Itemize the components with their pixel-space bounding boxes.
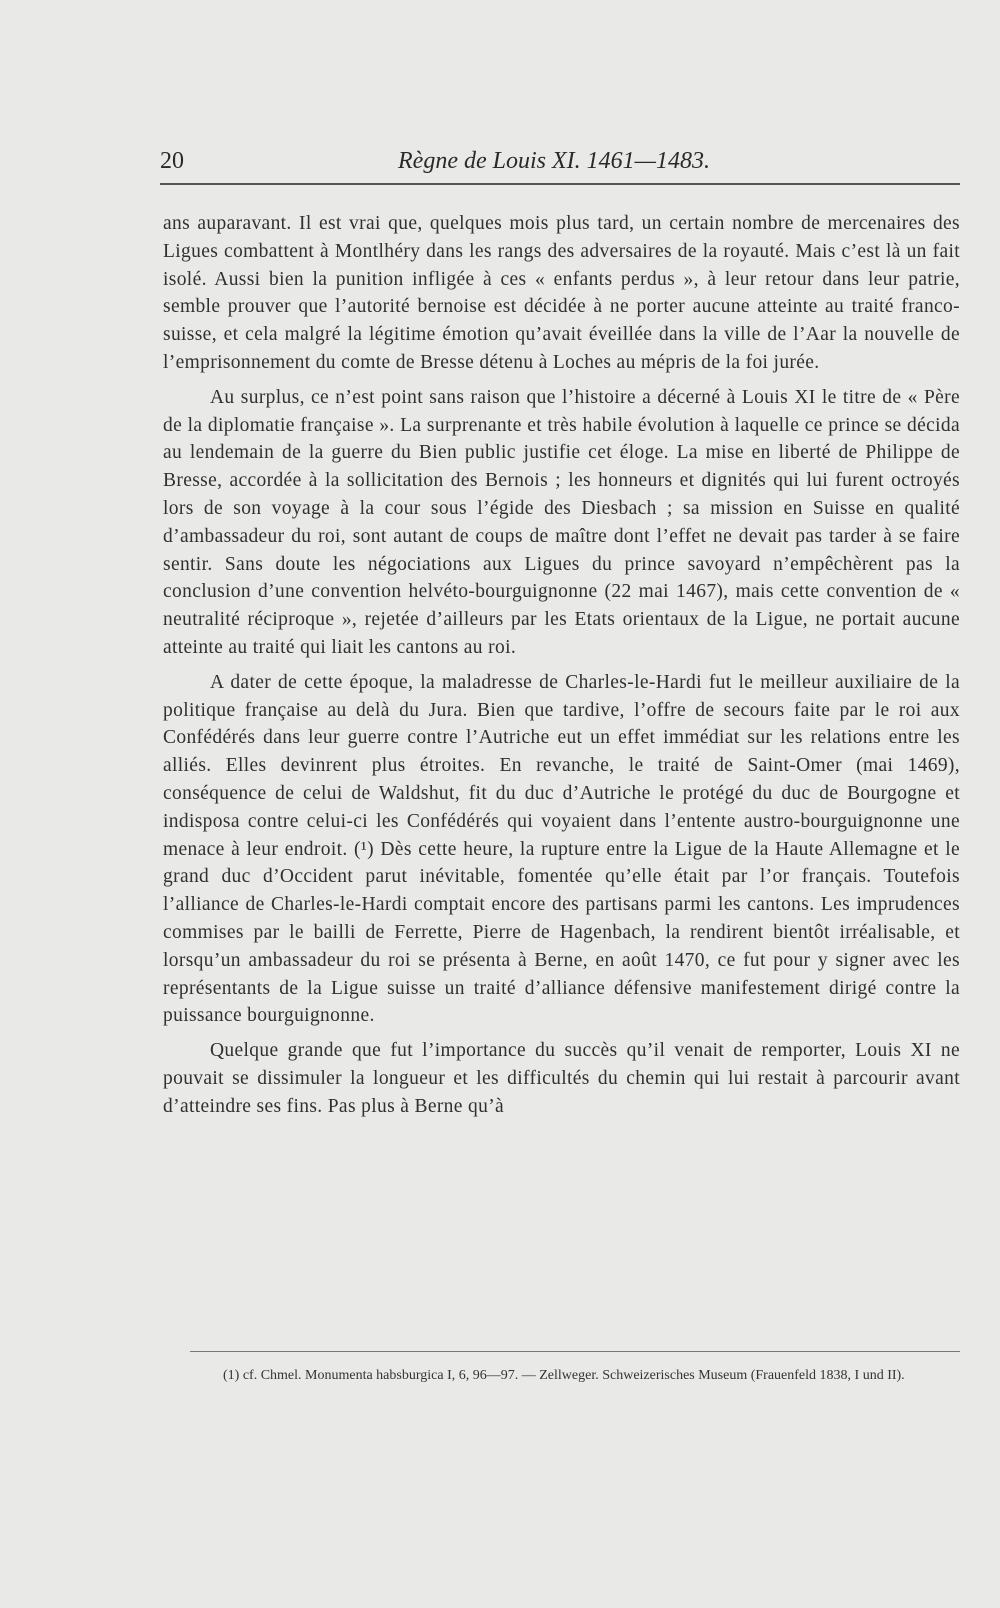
main-text: [163, 210, 960, 1128]
footnote: [163, 1366, 960, 1386]
paragraph: Quelque grande que fut l’importance du succès qu’il venait de remporter, Louis XI ne pouvait se dissimuler la longueur et les difficultés du chemin qui lui restait à parcourir avant d’atteindre ses fins. Pas plus à Berne qu’à: [163, 1040, 960, 1117]
footnote-text: (1) cf. Chmel. Monumenta habsburgica I, 6, 96—97. — Zellweger. Schweizerisches Museum (Frauenfeld 1838, I und II).: [223, 1368, 905, 1383]
paragraph: Au surplus, ce n’est point sans raison que l’histoire a décerné à Louis XI le titre de « Père de la diplomatie française ». La surprenante et très habile évolution à laquelle ce prince se décida au lendemain de la guerre du Bien public justifie cet éloge. La mise en liberté de Philippe de Bresse, accordée à la sollicitation des Bernois ; les honneurs et dignités qui lui furent octroyés lors de son voyage à la cour sous l’égide des Diesbach ; sa mission en Suisse en qualité d’ambassadeur du roi, sont autant de coups de maître dont l’effet ne devait pas tarder à se faire sentir. Sans doute les négociations aux Ligues du prince savoyard n’empêchèrent pas la conclusion d’une convention helvéto-bourguignonne (22 mai 1467), mais cette convention de « neutralité réciproque », rejetée d’ailleurs par les Etats orientaux de la Ligue, ne portait aucune atteinte au traité qui liait les cantons au roi.: [163, 386, 960, 658]
running-title: Règne de Louis XI. 1461—1483.: [398, 148, 710, 174]
paragraph: A dater de cette époque, la maladresse de Charles-le-Hardi fut le meilleur auxiliaire de la politique française au delà du Jura. Bien que tardive, l’offre de secours faite par le roi aux Confédérés dans leur guerre contre l’Autriche eut un effet immédiat sur les relations entre les alliés. Elles devinrent plus étroites. En revanche, le traité de Saint-Omer (mai 1469), conséquence de celui de Waldshut, fit du duc d’Autriche le protégé du duc de Bourgogne et indisposa contre celui-ci les Confédérés qui voyaient dans l’entente austro-bourguignonne une menace à leur endroit. (¹) Dès cette heure, la rupture entre la Ligue de la Haute Allemagne et le grand duc d’Occident parut inévitable, fomentée qu’elle était par l’or français. Toutefois l’alliance de Charles-le-Hardi comptait encore des partisans parmi les cantons. Les imprudences commises par le bailli de Ferrette, Pierre de Hagenbach, la rendirent bientôt irréalisable, et lorsqu’un ambassadeur du roi se présenta à Berne, en août 1470, ce fut pour y signer avec les représentants de la Ligue suisse un traité d’alliance défensive manifestement dirigé contre la puissance bourguignonne.: [163, 671, 960, 1027]
running-header: [160, 148, 960, 178]
paragraph: ans auparavant. Il est vrai que, quelques mois plus tard, un certain nombre de mercenaires des Ligues combattent à Montlhéry dans les rangs des adversaires de la royauté. Mais c’est là un fait isolé. Aussi bien la punition infligée à ces « enfants perdus », à leur retour dans leur patrie, semble prouver que l’autorité bernoise est décidée à ne porter aucune atteinte au traité franco-suisse, et cela malgré la légitime émotion qu’avait éveillée dans la ville de l’Aar la nouvelle de l’emprisonnement du comte de Bresse détenu à Loches au mépris de la foi jurée.: [163, 213, 960, 373]
header-rule: [160, 183, 960, 185]
footnote-rule: [190, 1351, 960, 1352]
page-number: 20: [160, 148, 184, 174]
